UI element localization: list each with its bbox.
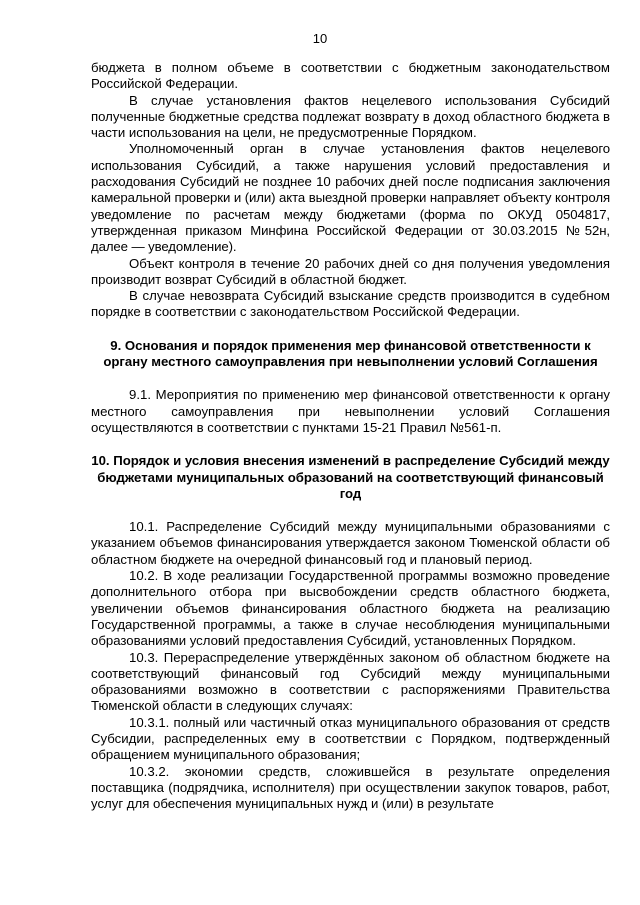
section-9-heading: 9. Основания и порядок применения мер финансовой ответственности к органу местного самоуправления при невыполнении условий Соглашения: [103, 337, 598, 370]
paragraph-10-2: 10.2. В ходе реализации Государственной программы возможно проведение дополнительного отбора при высвобождении средств областного бюджета, увеличении объемов финансирования областного бюджета на реализацию Государственной программы, а также в случае несоблюдения муниципальными образованиями условий предоставления Субсидий, установленных Порядком.: [91, 568, 610, 649]
paragraph-authorized-body: Уполномоченный орган в случае установления фактов нецелевого использования Субсидий, а также нарушения условий предоставления и расходования Субсидий не позднее 10 рабочих дней после подписания заключения камеральной проверки и (или) акта выездной проверки направляет объекту контроля уведомление по расчетам между бюджетами (форма по ОКУД 0504817, утвержденная приказом Минфина Российской Федерации от 30.03.2015 №52н, далее — уведомление).: [91, 141, 610, 255]
paragraph-10-3-2: 10.3.2. экономии средств, сложившейся в результате определения поставщика (подрядчика, исполнителя) при осуществлении закупок товаров, работ, услуг для обеспечения муниципальных нужд и (или) в результате: [91, 763, 610, 812]
paragraph-non-return: В случае невозврата Субсидий взыскание средств производится в судебном порядке в соответствии с законодательством Российской Федерации.: [91, 288, 610, 320]
paragraph-10-3: 10.3. Перераспределение утверждённых законом об областном бюджете на соответствующий финансовый год Субсидий между муниципальными образованиями возможно в соответствии с распоряжениями Правительства Тюменской области в следующих случаях:: [91, 649, 610, 714]
paragraph-control-object: Объект контроля в течение 20 рабочих дней со дня получения уведомления производит возврат Субсидий в областной бюджет.: [91, 255, 610, 287]
paragraph-continuation: бюджета в полном объеме в соответствии с бюджетным законодательством Российской Федерации.: [91, 60, 610, 92]
paragraph-10-1: 10.1. Распределение Субсидий между муниципальными образованиями с указанием объемов финансирования утверждается законом Тюменской области об областном бюджете на очередной финансовый год и плановый период.: [91, 519, 610, 567]
page-number: 10: [312, 31, 328, 46]
paragraph-10-3-1: 10.3.1. полный или частичный отказ муниципального образования от средств Субсидии, распределенных ему в соответствии с Порядком, подтвержденный обращением муниципального образования;: [91, 714, 610, 763]
page-content: [91, 60, 610, 812]
section-10-heading: 10. Порядок и условия внесения изменений в распределение Субсидий между бюджетами муниципальных образований на соответствующий финансовый год: [91, 453, 610, 501]
paragraph-misuse-return: В случае установления фактов нецелевого использования Субсидий полученные бюджетные средства подлежат возврату в доход областного бюджета в части использования на цели, не предусмотренные Порядком.: [91, 92, 610, 141]
paragraph-9-1: 9.1. Мероприятия по применению мер финансовой ответственности к органу местного самоуправления при невыполнении условий Соглашения осуществляются в соответствии с пунктами 15-21 Правил №561-п.: [91, 387, 610, 435]
